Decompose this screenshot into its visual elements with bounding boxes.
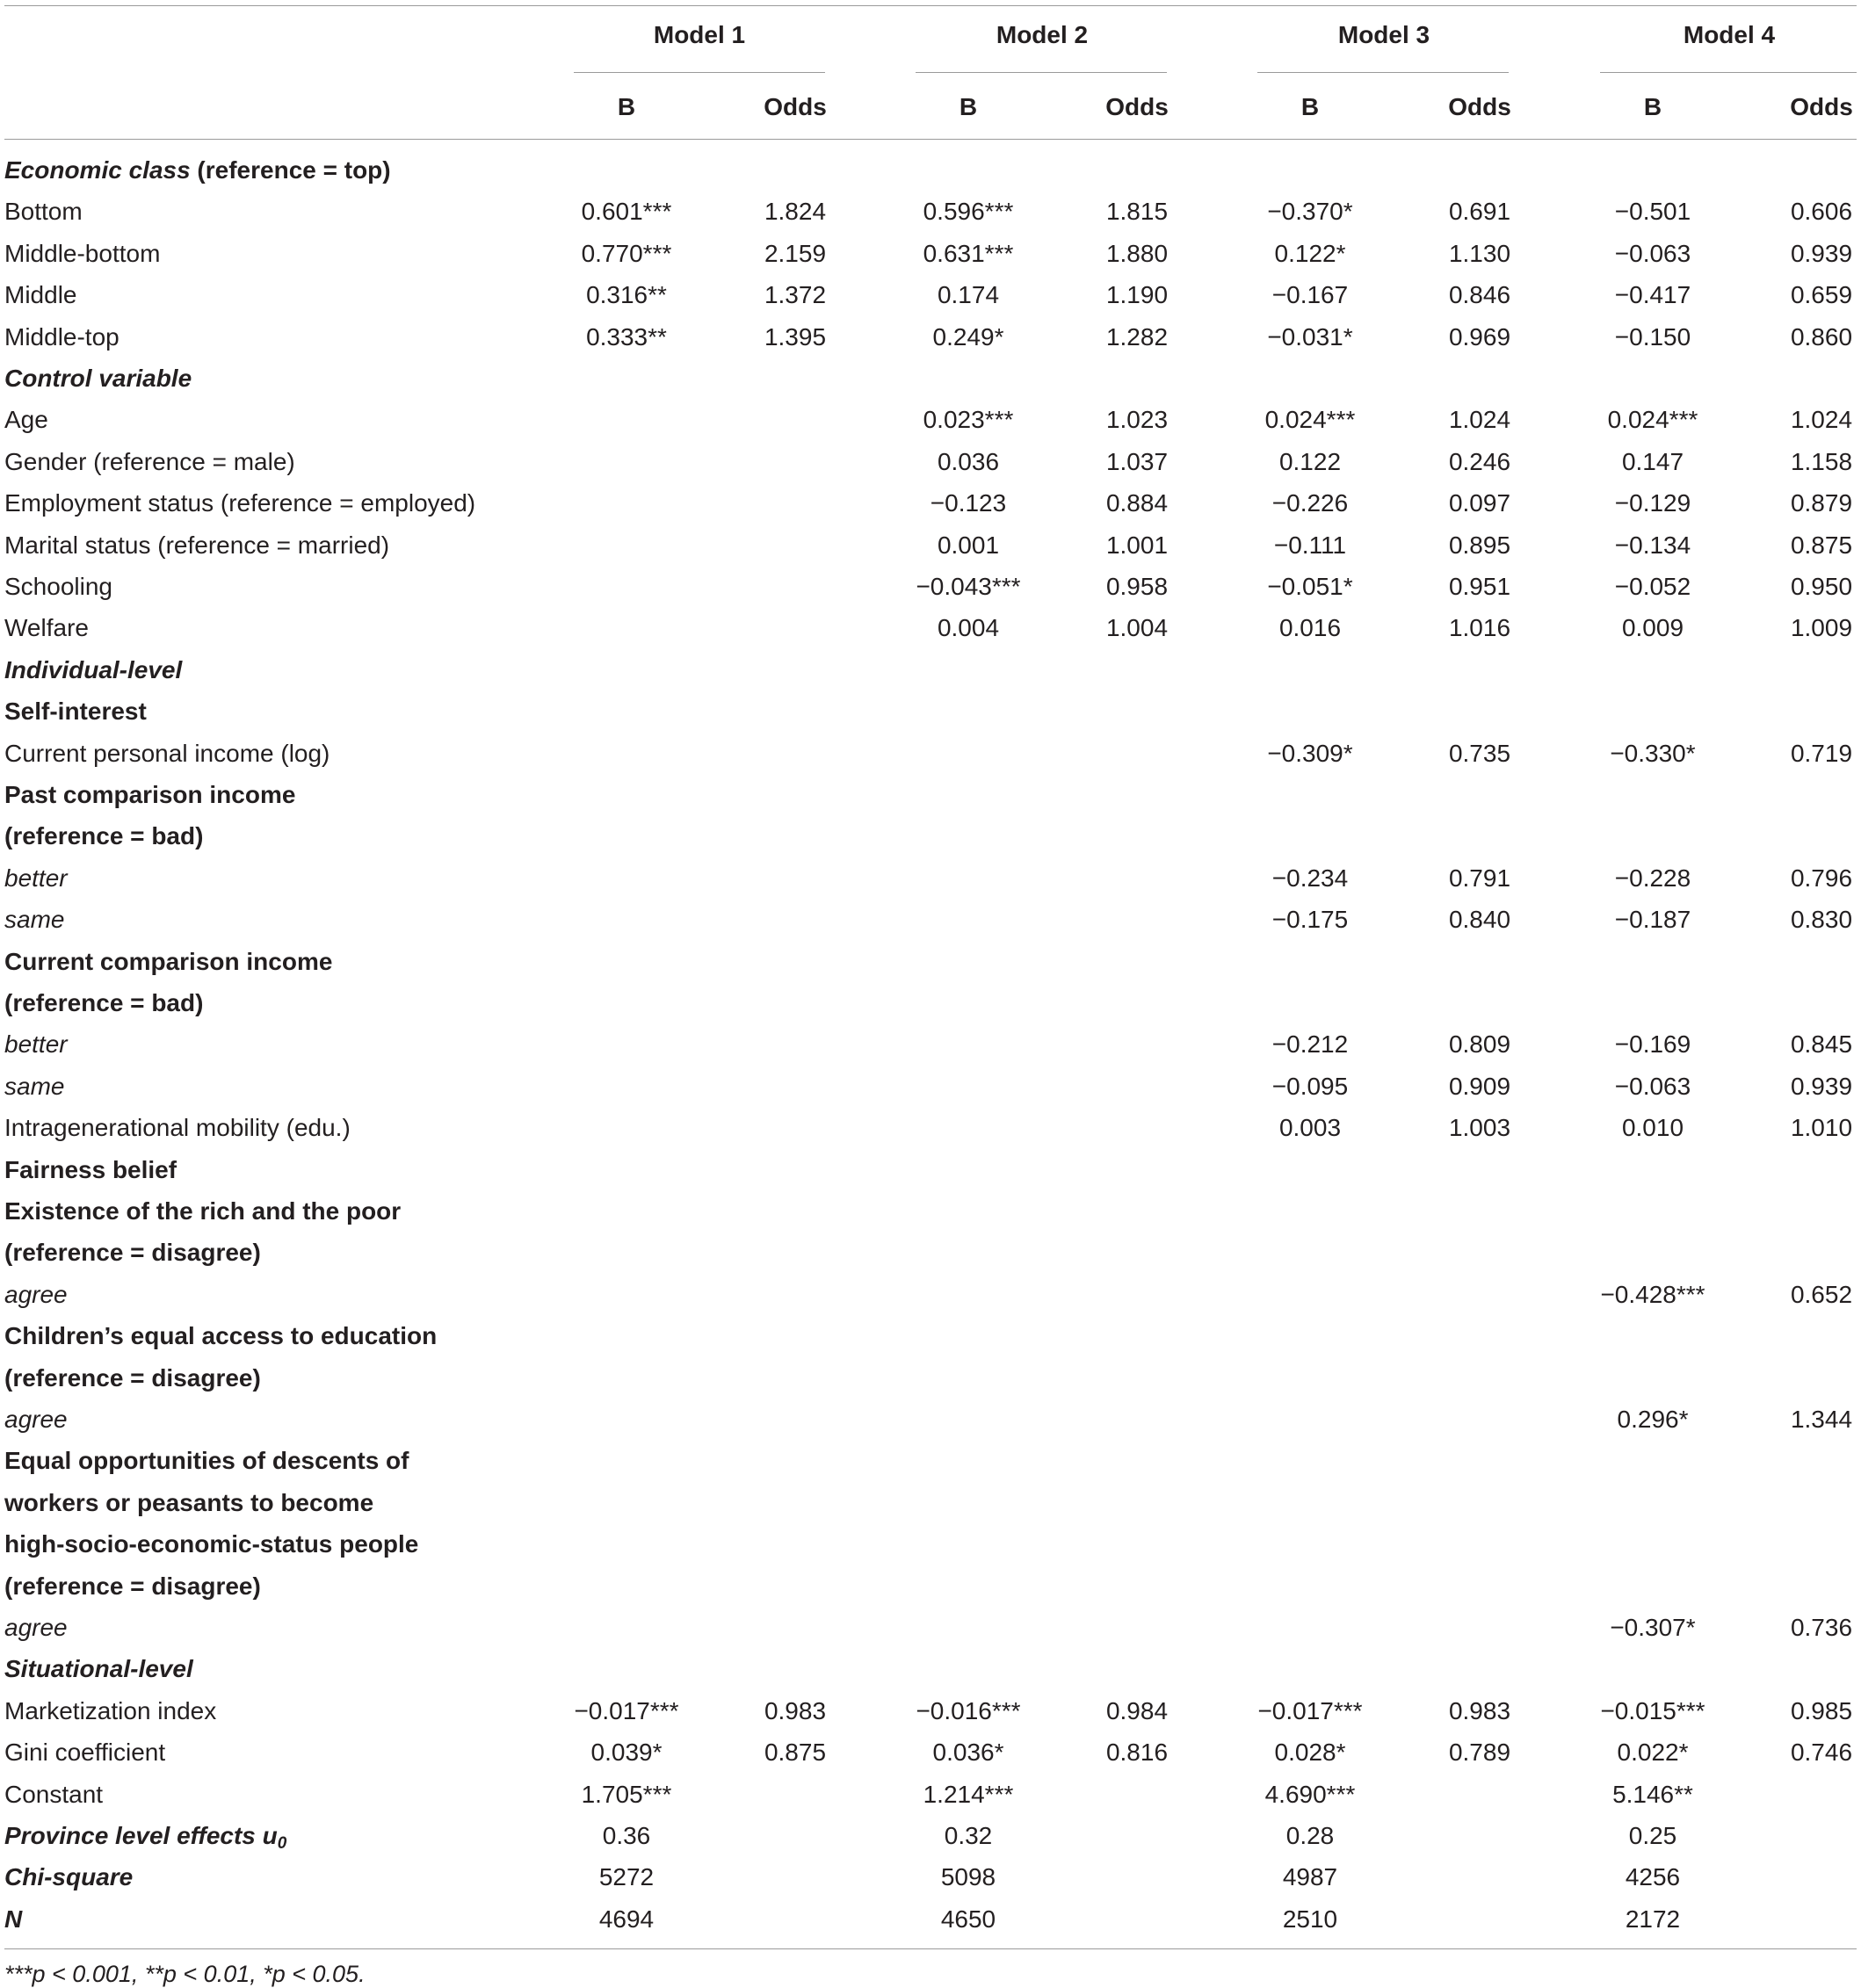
b-value: 0.028* <box>1274 1739 1346 1767</box>
row-label-text: same <box>4 906 65 934</box>
row-label-text: workers or peasants to become <box>4 1488 374 1516</box>
row-label <box>4 1443 409 1478</box>
row-label <box>4 278 76 313</box>
odds-value: 1.023 <box>1105 406 1169 434</box>
row-label <box>4 1860 133 1895</box>
row-label <box>4 486 475 521</box>
table-footnote: ***p < 0.001, **p < 0.01, *p < 0.05. <box>4 1961 366 1988</box>
odds-value: 1.372 <box>764 281 827 309</box>
row-label-text: Middle-top <box>4 322 119 351</box>
row-label <box>4 1610 68 1645</box>
b-value: −0.063 <box>1614 1072 1691 1100</box>
odds-value: 0.985 <box>1790 1696 1853 1724</box>
row-label-text: better <box>4 1030 68 1059</box>
b-value: −0.134 <box>1614 531 1691 559</box>
odds-value: 0.606 <box>1790 198 1853 226</box>
row-label <box>4 1194 401 1229</box>
odds-value: 1.282 <box>1105 322 1169 351</box>
odds-value: 1.024 <box>1790 406 1853 434</box>
row-label-text: Employment status (reference = employed) <box>4 489 476 517</box>
odds-value: 0.939 <box>1790 1072 1853 1100</box>
b-value: −0.123 <box>930 489 1007 517</box>
row-label <box>4 236 160 271</box>
row-label-text: Middle <box>4 281 77 309</box>
row-label-text: (reference = disagree) <box>4 1572 261 1600</box>
odds-value: 0.846 <box>1448 281 1511 309</box>
b-value: −0.031* <box>1267 322 1353 351</box>
row-label <box>4 1361 261 1396</box>
b-value: 0.316** <box>586 281 667 309</box>
row-label <box>4 528 389 563</box>
model-group-rule <box>1600 72 1857 73</box>
row-label-text: same <box>4 1072 65 1100</box>
b-value: 0.016 <box>1278 614 1342 642</box>
b-value: −0.169 <box>1614 1030 1691 1059</box>
odds-value: 1.190 <box>1105 281 1169 309</box>
odds-value: 1.024 <box>1448 406 1511 434</box>
b-value: 0.009 <box>1621 614 1684 642</box>
row-label-text: (reference = disagree) <box>4 1239 261 1267</box>
row-label-text: Intragenerational mobility (edu.) <box>4 1114 351 1142</box>
b-value: 0.036 <box>937 447 1000 475</box>
row-label-text: Economic class <box>4 156 191 184</box>
odds-value: 0.895 <box>1448 531 1511 559</box>
b-value: −0.187 <box>1614 906 1691 934</box>
odds-value: 1.824 <box>764 198 827 226</box>
row-label <box>4 1735 165 1770</box>
row-label-text: Middle-bottom <box>4 239 161 267</box>
row-label <box>4 1319 437 1354</box>
b-value: −0.043*** <box>916 573 1021 600</box>
odds-value: 0.736 <box>1790 1614 1853 1641</box>
odds-value: 0.958 <box>1105 573 1169 600</box>
odds-value: 0.791 <box>1448 864 1511 892</box>
b-value: 0.010 <box>1621 1114 1684 1142</box>
odds-column-header: Odds <box>1105 93 1169 120</box>
row-label <box>4 944 332 980</box>
row-label-text: Bottom <box>4 198 83 226</box>
row-label-text: (reference = disagree) <box>4 1363 261 1392</box>
row-label-text: Constant <box>4 1780 104 1808</box>
odds-value: 0.969 <box>1448 322 1511 351</box>
odds-value: 0.789 <box>1448 1739 1511 1767</box>
odds-value: 0.796 <box>1790 864 1853 892</box>
row-label <box>4 1569 261 1604</box>
b-column-header: B <box>1643 93 1662 120</box>
b-value: 0.024*** <box>1607 406 1698 434</box>
b-value: −0.370* <box>1267 198 1353 226</box>
b-value: 0.039* <box>590 1739 663 1767</box>
model-header: Model 2 <box>996 21 1089 48</box>
b-value: −0.175 <box>1271 906 1349 934</box>
row-label-text: agree <box>4 1280 68 1308</box>
row-label <box>4 819 203 854</box>
row-label <box>4 194 83 229</box>
odds-value: 0.840 <box>1448 906 1511 934</box>
odds-value: 1.001 <box>1105 531 1169 559</box>
row-label <box>4 902 64 937</box>
row-label <box>4 1527 418 1562</box>
row-label-text: Past comparison income <box>4 781 296 808</box>
row-label <box>4 611 89 646</box>
b-value: 5098 <box>940 1863 996 1891</box>
b-value: 0.631*** <box>923 239 1014 267</box>
b-value: 0.122 <box>1278 447 1342 475</box>
b-column-header: B <box>617 93 636 120</box>
b-value: −0.330* <box>1610 739 1696 767</box>
odds-value: 0.659 <box>1790 281 1853 309</box>
b-value: 4694 <box>598 1905 655 1933</box>
b-value: 0.004 <box>937 614 1000 642</box>
odds-value: 0.746 <box>1790 1739 1853 1767</box>
row-label-text: Situational-level <box>4 1655 193 1683</box>
row-label <box>4 1277 68 1312</box>
odds-column-header: Odds <box>1790 93 1853 120</box>
row-label <box>4 402 48 437</box>
odds-value: 1.016 <box>1448 614 1511 642</box>
row-label <box>4 1235 261 1270</box>
b-value: 0.249* <box>932 322 1004 351</box>
odds-value: 1.158 <box>1790 447 1853 475</box>
odds-value: 0.884 <box>1105 489 1169 517</box>
b-value: 0.36 <box>602 1822 651 1849</box>
b-value: 4256 <box>1625 1863 1681 1891</box>
b-value: −0.226 <box>1271 489 1349 517</box>
odds-value: 0.860 <box>1790 322 1853 351</box>
row-label-text: Children’s equal access to education <box>4 1322 438 1350</box>
row-label-text: N <box>4 1905 23 1933</box>
b-value: 0.601*** <box>581 198 672 226</box>
model-header: Model 4 <box>1683 21 1776 48</box>
odds-value: 0.652 <box>1790 1280 1853 1308</box>
odds-value: 2.159 <box>764 239 827 267</box>
row-label <box>4 361 192 396</box>
b-value: −0.212 <box>1271 1030 1349 1059</box>
row-label <box>4 1818 286 1854</box>
b-value: 0.022* <box>1617 1739 1689 1767</box>
odds-value: 0.875 <box>1790 531 1853 559</box>
row-label <box>4 1652 193 1687</box>
row-label-text: (reference = bad) <box>4 822 204 850</box>
row-label-text: agree <box>4 1614 68 1641</box>
b-value: 0.024*** <box>1264 406 1356 434</box>
row-label-text: high-socio-economic-status people <box>4 1530 419 1558</box>
odds-value: 0.939 <box>1790 239 1853 267</box>
b-value: 0.036* <box>932 1739 1004 1767</box>
row-label <box>4 1777 103 1812</box>
b-value: −0.052 <box>1614 573 1691 600</box>
b-value: 0.333** <box>586 322 667 351</box>
row-label <box>4 653 182 688</box>
odds-value: 0.879 <box>1790 489 1853 517</box>
row-label-text: Current personal income (log) <box>4 739 330 767</box>
row-label <box>4 736 329 771</box>
b-value: 2510 <box>1282 1905 1338 1933</box>
b-value: 0.32 <box>944 1822 993 1849</box>
row-label-suffix: (reference = top) <box>190 156 391 184</box>
model-group-rule <box>1257 72 1509 73</box>
row-label-text: better <box>4 864 68 892</box>
b-value: −0.501 <box>1614 198 1691 226</box>
row-label-text: Marital status (reference = married) <box>4 531 390 559</box>
b-value: 0.003 <box>1278 1114 1342 1142</box>
row-label-text: Self-interest <box>4 698 147 726</box>
row-label <box>4 1153 177 1188</box>
odds-value: 1.010 <box>1790 1114 1853 1142</box>
b-value: 1.705*** <box>581 1780 672 1808</box>
row-label <box>4 1110 351 1146</box>
b-value: 0.296* <box>1617 1406 1689 1433</box>
b-value: 4650 <box>940 1905 996 1933</box>
b-value: −0.015*** <box>1600 1696 1705 1724</box>
odds-value: 0.984 <box>1105 1696 1169 1724</box>
b-value: 0.28 <box>1285 1822 1335 1849</box>
model-header: Model 1 <box>653 21 746 48</box>
odds-value: 0.875 <box>764 1739 827 1767</box>
odds-value: 0.816 <box>1105 1739 1169 1767</box>
odds-value: 1.395 <box>764 322 827 351</box>
row-label <box>4 1027 68 1062</box>
odds-value: 0.719 <box>1790 739 1853 767</box>
b-value: 0.174 <box>937 281 1000 309</box>
row-label-text: Marketization index <box>4 1696 217 1724</box>
odds-value: 0.909 <box>1448 1072 1511 1100</box>
row-label <box>4 1069 64 1104</box>
row-label-text: Existence of the rich and the poor <box>4 1197 402 1225</box>
odds-value: 1.815 <box>1105 198 1169 226</box>
b-column-header: B <box>1300 93 1320 120</box>
row-label <box>4 694 147 729</box>
b-value: −0.051* <box>1267 573 1353 600</box>
row-label-text: (reference = bad) <box>4 989 204 1016</box>
row-label-text: Gender (reference = male) <box>4 447 295 475</box>
b-value: 0.25 <box>1628 1822 1677 1849</box>
b-value: 0.001 <box>937 531 1000 559</box>
model-header: Model 3 <box>1337 21 1430 48</box>
row-label-text: Province level effects $u_0$ <box>4 1822 287 1853</box>
b-value: 4987 <box>1282 1863 1338 1891</box>
b-value: −0.150 <box>1614 322 1691 351</box>
b-value: 1.214*** <box>923 1780 1014 1808</box>
row-label-text: Individual-level <box>4 655 183 683</box>
row-label <box>4 861 68 896</box>
b-value: −0.309* <box>1267 739 1353 767</box>
b-value: 0.147 <box>1621 447 1684 475</box>
b-value: 5.146** <box>1612 1780 1693 1808</box>
row-label <box>4 320 119 355</box>
odds-value: 1.344 <box>1790 1406 1853 1433</box>
odds-value: 0.809 <box>1448 1030 1511 1059</box>
row-label <box>4 1694 216 1729</box>
b-value: −0.017*** <box>1257 1696 1363 1724</box>
b-value: −0.017*** <box>574 1696 679 1724</box>
b-value: 2172 <box>1625 1905 1681 1933</box>
b-value: −0.016*** <box>916 1696 1021 1724</box>
row-label <box>4 1486 373 1521</box>
row-label <box>4 1402 68 1437</box>
b-value: −0.234 <box>1271 864 1349 892</box>
b-value: −0.228 <box>1614 864 1691 892</box>
b-column-header: B <box>959 93 978 120</box>
row-label <box>4 445 295 480</box>
row-label-text: Gini coefficient <box>4 1739 166 1767</box>
odds-value: 0.735 <box>1448 739 1511 767</box>
odds-value: 1.004 <box>1105 614 1169 642</box>
odds-column-header: Odds <box>764 93 827 120</box>
b-value: −0.417 <box>1614 281 1691 309</box>
b-value: −0.129 <box>1614 489 1691 517</box>
odds-value: 0.951 <box>1448 573 1511 600</box>
row-label-text: Control variable <box>4 365 192 392</box>
b-value: 0.596*** <box>923 198 1014 226</box>
odds-value: 0.097 <box>1448 489 1511 517</box>
row-label <box>4 153 391 188</box>
b-value: −0.063 <box>1614 239 1691 267</box>
bottom-rule <box>4 1948 1857 1949</box>
b-value: −0.307* <box>1610 1614 1696 1641</box>
odds-value: 0.845 <box>1790 1030 1853 1059</box>
row-label-text: agree <box>4 1406 68 1433</box>
b-value: 0.023*** <box>923 406 1014 434</box>
odds-value: 0.691 <box>1448 198 1511 226</box>
odds-value: 0.830 <box>1790 906 1853 934</box>
b-value: 4.690*** <box>1264 1780 1356 1808</box>
row-label-text: Fairness belief <box>4 1155 177 1183</box>
row-label <box>4 986 203 1021</box>
b-value: −0.111 <box>1273 531 1347 559</box>
row-label <box>4 777 295 813</box>
row-label-subscript: 0 <box>277 1834 287 1853</box>
row-label-text: Age <box>4 406 48 434</box>
top-rule <box>4 5 1857 6</box>
model-group-rule <box>574 72 825 73</box>
row-label-text: Welfare <box>4 614 89 642</box>
b-value: −0.167 <box>1271 281 1349 309</box>
odds-value: 1.009 <box>1790 614 1853 642</box>
row-label-text: Equal opportunities of descents of <box>4 1447 409 1475</box>
row-label <box>4 569 112 604</box>
odds-value: 0.983 <box>764 1696 827 1724</box>
b-value: −0.428*** <box>1600 1280 1705 1308</box>
odds-value: 1.003 <box>1448 1114 1511 1142</box>
odds-value: 0.246 <box>1448 447 1511 475</box>
b-value: −0.095 <box>1271 1072 1349 1100</box>
b-value: 0.770*** <box>581 239 672 267</box>
odds-value: 1.037 <box>1105 447 1169 475</box>
b-value: 0.122* <box>1274 239 1346 267</box>
odds-column-header: Odds <box>1448 93 1511 120</box>
odds-value: 1.130 <box>1448 239 1511 267</box>
row-label-text: Schooling <box>4 573 112 600</box>
b-value: 5272 <box>598 1863 655 1891</box>
model-group-rule <box>916 72 1167 73</box>
row-label-text: Chi-square <box>4 1863 134 1891</box>
header-rule <box>4 139 1857 140</box>
odds-value: 0.950 <box>1790 573 1853 600</box>
row-label-text: Current comparison income <box>4 947 333 975</box>
row-label <box>4 1902 22 1937</box>
odds-value: 1.880 <box>1105 239 1169 267</box>
odds-value: 0.983 <box>1448 1696 1511 1724</box>
